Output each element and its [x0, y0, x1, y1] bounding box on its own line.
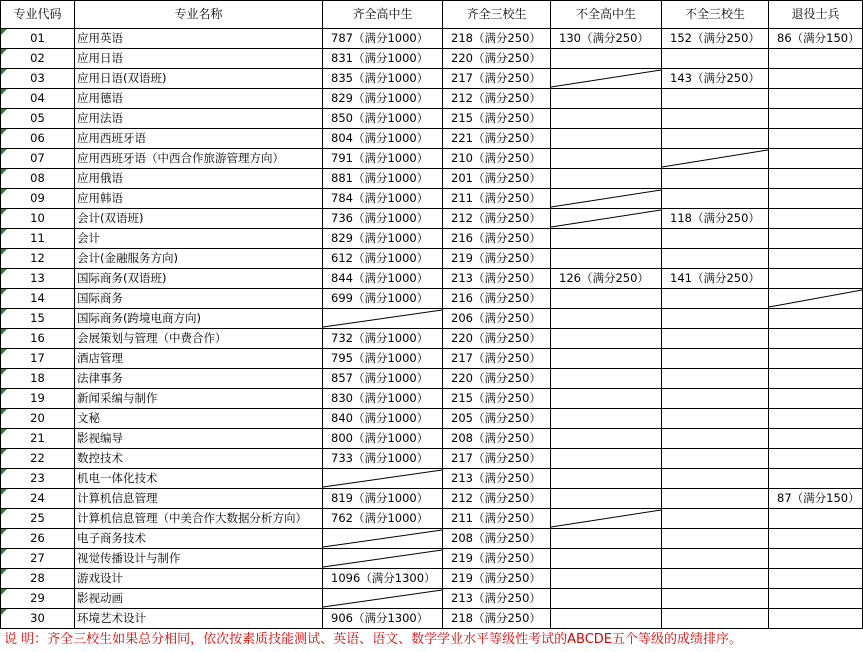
cell-veteran[interactable] — [769, 349, 863, 369]
cell-full-highschool[interactable]: 699（满分1000） — [323, 289, 443, 309]
cell-veteran[interactable] — [769, 509, 863, 529]
cell-full-highschool[interactable]: 830（满分1000） — [323, 389, 443, 409]
cell-name[interactable]: 法律事务 — [75, 369, 323, 389]
cell-code[interactable]: 25 — [1, 509, 75, 529]
cell-partial-highschool[interactable] — [551, 169, 662, 189]
cell-veteran[interactable] — [769, 269, 863, 289]
cell-partial-vocational[interactable] — [662, 429, 769, 449]
cell-partial-highschool[interactable] — [551, 609, 662, 629]
table-row — [1, 289, 863, 309]
cell-partial-vocational[interactable]: 152（满分250） — [662, 29, 769, 49]
cell-partial-highschool[interactable] — [551, 329, 662, 349]
cell-code[interactable]: 11 — [1, 229, 75, 249]
cell-veteran[interactable] — [769, 49, 863, 69]
cell-full-vocational[interactable]: 208（满分250） — [443, 529, 551, 549]
cell-partial-vocational[interactable] — [662, 49, 769, 69]
cell-partial-highschool[interactable] — [551, 129, 662, 149]
table-row — [1, 229, 863, 249]
cell-partial-highschool[interactable] — [551, 49, 662, 69]
cell-full-highschool[interactable]: 787（满分1000） — [323, 29, 443, 49]
table-row — [1, 169, 863, 189]
header-row — [1, 1, 863, 29]
cell-partial-highschool[interactable] — [551, 429, 662, 449]
cell-code[interactable]: 29 — [1, 589, 75, 609]
cell-full-highschool[interactable]: 736（满分1000） — [323, 209, 443, 229]
cell-full-highschool[interactable] — [323, 309, 443, 329]
cell-name[interactable]: 机电一体化技术 — [75, 469, 323, 489]
cell-partial-vocational[interactable] — [662, 549, 769, 569]
table-row — [1, 509, 863, 529]
cell-code[interactable]: 04 — [1, 89, 75, 109]
cell-partial-highschool[interactable] — [551, 209, 662, 229]
header-partial-highschool[interactable]: 不全高中生 — [551, 1, 662, 29]
cell-full-highschool[interactable]: 831（满分1000） — [323, 49, 443, 69]
table-body — [1, 29, 863, 629]
table-row — [1, 309, 863, 329]
table-row — [1, 549, 863, 569]
cell-name[interactable]: 计算机信息管理（中美合作大数据分析方向） — [75, 509, 323, 529]
cell-partial-vocational[interactable] — [662, 389, 769, 409]
cell-partial-vocational[interactable] — [662, 529, 769, 549]
cell-partial-highschool[interactable] — [551, 289, 662, 309]
cell-veteran[interactable] — [769, 289, 863, 309]
cell-partial-vocational[interactable] — [662, 229, 769, 249]
cell-full-highschool[interactable]: 829（满分1000） — [323, 89, 443, 109]
table-row — [1, 49, 863, 69]
table-row — [1, 409, 863, 429]
cell-partial-vocational[interactable] — [662, 109, 769, 129]
cell-full-highschool[interactable]: 791（满分1000） — [323, 149, 443, 169]
table-row — [1, 529, 863, 549]
cell-partial-vocational[interactable] — [662, 189, 769, 209]
cell-full-highschool[interactable]: 800（满分1000） — [323, 429, 443, 449]
cell-name[interactable]: 应用日语 — [75, 49, 323, 69]
table-row — [1, 69, 863, 89]
diagonal-slash-icon — [323, 469, 442, 488]
cell-full-vocational[interactable]: 217（满分250） — [443, 69, 551, 89]
table-row — [1, 129, 863, 149]
cell-name[interactable]: 应用日语(双语班) — [75, 69, 323, 89]
cell-veteran[interactable] — [769, 209, 863, 229]
cell-partial-vocational[interactable] — [662, 349, 769, 369]
cell-partial-vocational[interactable]: 118（满分250） — [662, 209, 769, 229]
table-row — [1, 569, 863, 589]
cell-veteran[interactable] — [769, 549, 863, 569]
cell-name[interactable]: 新闻采编与制作 — [75, 389, 323, 409]
cell-name[interactable]: 应用韩语 — [75, 189, 323, 209]
cell-partial-highschool[interactable] — [551, 89, 662, 109]
table-row — [1, 29, 863, 49]
cell-code[interactable]: 20 — [1, 409, 75, 429]
cell-partial-vocational[interactable] — [662, 449, 769, 469]
cell-partial-highschool[interactable] — [551, 469, 662, 489]
cell-full-vocational[interactable]: 211（满分250） — [443, 189, 551, 209]
diagonal-slash-icon — [551, 189, 661, 208]
cell-name[interactable]: 游戏设计 — [75, 569, 323, 589]
cell-full-highschool[interactable]: 881（满分1000） — [323, 169, 443, 189]
cell-partial-vocational[interactable] — [662, 509, 769, 529]
cell-full-vocational[interactable]: 208（满分250） — [443, 429, 551, 449]
cell-name[interactable]: 应用西班牙语（中西合作旅游管理方向） — [75, 149, 323, 169]
cell-full-vocational[interactable]: 213（满分250） — [443, 269, 551, 289]
cell-code[interactable]: 06 — [1, 129, 75, 149]
diagonal-slash-icon — [323, 529, 442, 548]
diagonal-slash-icon — [551, 69, 661, 88]
diagonal-slash-icon — [769, 289, 862, 308]
diagonal-slash-icon — [323, 309, 442, 328]
cell-partial-highschool[interactable] — [551, 149, 662, 169]
diagonal-slash-icon — [551, 209, 661, 228]
cell-full-vocational[interactable]: 217（满分250） — [443, 349, 551, 369]
diagonal-slash-icon — [323, 589, 442, 608]
table-row — [1, 589, 863, 609]
cell-full-highschool[interactable]: 850（满分1000） — [323, 109, 443, 129]
header-partial-vocational[interactable]: 不全三校生 — [662, 1, 769, 29]
cell-full-vocational[interactable]: 218（满分250） — [443, 609, 551, 629]
cell-name[interactable]: 文秘 — [75, 409, 323, 429]
cell-partial-highschool[interactable] — [551, 589, 662, 609]
cell-name[interactable]: 影视编导 — [75, 429, 323, 449]
cell-code[interactable]: 16 — [1, 329, 75, 349]
cell-full-vocational[interactable]: 213（满分250） — [443, 589, 551, 609]
cell-partial-vocational[interactable] — [662, 489, 769, 509]
cell-veteran[interactable] — [769, 429, 863, 449]
cell-full-highschool[interactable]: 844（满分1000） — [323, 269, 443, 289]
cell-name[interactable]: 国际商务 — [75, 289, 323, 309]
cell-code[interactable]: 24 — [1, 489, 75, 509]
header-name[interactable]: 专业名称 — [75, 1, 323, 29]
cell-partial-highschool[interactable] — [551, 349, 662, 369]
cell-partial-highschool[interactable]: 130（满分250） — [551, 29, 662, 49]
cell-full-highschool[interactable]: 784（满分1000） — [323, 189, 443, 209]
cell-partial-highschool[interactable] — [551, 369, 662, 389]
header-code[interactable]: 专业代码 — [1, 1, 75, 29]
cell-partial-vocational[interactable]: 143（满分250） — [662, 69, 769, 89]
table-row — [1, 389, 863, 409]
cell-full-highschool[interactable] — [323, 589, 443, 609]
cell-partial-vocational[interactable] — [662, 309, 769, 329]
cell-code[interactable]: 03 — [1, 69, 75, 89]
cell-full-vocational[interactable]: 220（满分250） — [443, 49, 551, 69]
cell-full-highschool[interactable]: 840（满分1000） — [323, 409, 443, 429]
cell-full-vocational[interactable]: 215（满分250） — [443, 389, 551, 409]
cell-full-highschool[interactable]: 819（满分1000） — [323, 489, 443, 509]
cell-full-vocational[interactable]: 201（满分250） — [443, 169, 551, 189]
table-row — [1, 449, 863, 469]
cell-full-vocational[interactable]: 212（满分250） — [443, 489, 551, 509]
cell-code[interactable]: 01 — [1, 29, 75, 49]
cell-name[interactable]: 国际商务(跨境电商方向) — [75, 309, 323, 329]
header-veteran[interactable]: 退役士兵 — [769, 1, 863, 29]
cell-name[interactable]: 会计 — [75, 229, 323, 249]
cell-code[interactable]: 07 — [1, 149, 75, 169]
cell-veteran[interactable] — [769, 609, 863, 629]
table-row — [1, 189, 863, 209]
cell-veteran[interactable] — [769, 529, 863, 549]
cell-name[interactable]: 应用德语 — [75, 89, 323, 109]
cell-veteran[interactable] — [769, 589, 863, 609]
cell-partial-vocational[interactable] — [662, 409, 769, 429]
cell-veteran[interactable] — [769, 229, 863, 249]
cell-full-vocational[interactable]: 210（满分250） — [443, 149, 551, 169]
cell-partial-highschool[interactable] — [551, 509, 662, 529]
cell-partial-vocational[interactable] — [662, 289, 769, 309]
cell-partial-vocational[interactable] — [662, 589, 769, 609]
header-full-vocational[interactable]: 齐全三校生 — [443, 1, 551, 29]
cell-full-vocational[interactable]: 220（满分250） — [443, 369, 551, 389]
cell-name[interactable]: 数控技术 — [75, 449, 323, 469]
header-full-highschool[interactable]: 齐全高中生 — [323, 1, 443, 29]
cell-veteran[interactable] — [769, 329, 863, 349]
cell-code[interactable]: 15 — [1, 309, 75, 329]
cell-partial-vocational[interactable] — [662, 329, 769, 349]
table-row — [1, 249, 863, 269]
cell-full-highschool[interactable] — [323, 529, 443, 549]
diagonal-slash-icon — [323, 549, 442, 568]
cell-name[interactable]: 应用英语 — [75, 29, 323, 49]
diagonal-slash-icon — [551, 509, 661, 528]
cell-partial-highschool[interactable] — [551, 229, 662, 249]
cell-full-vocational[interactable]: 216（满分250） — [443, 229, 551, 249]
cell-code[interactable]: 19 — [1, 389, 75, 409]
cell-full-vocational[interactable]: 211（满分250） — [443, 509, 551, 529]
cell-name[interactable]: 影视动画 — [75, 589, 323, 609]
cell-name[interactable]: 应用法语 — [75, 109, 323, 129]
cell-code[interactable]: 05 — [1, 109, 75, 129]
cell-veteran[interactable] — [769, 169, 863, 189]
cell-partial-highschool[interactable]: 126（满分250） — [551, 269, 662, 289]
cell-partial-vocational[interactable]: 141（满分250） — [662, 269, 769, 289]
cell-full-vocational[interactable]: 218（满分250） — [443, 29, 551, 49]
cell-partial-vocational[interactable] — [662, 249, 769, 269]
table-row — [1, 469, 863, 489]
cell-partial-vocational[interactable] — [662, 569, 769, 589]
cell-partial-highschool[interactable] — [551, 69, 662, 89]
cell-code[interactable]: 10 — [1, 209, 75, 229]
cell-code[interactable]: 14 — [1, 289, 75, 309]
cell-full-vocational[interactable]: 213（满分250） — [443, 469, 551, 489]
cell-veteran[interactable] — [769, 469, 863, 489]
cell-name[interactable]: 会计(金融服务方向) — [75, 249, 323, 269]
cell-name[interactable]: 环境艺术设计 — [75, 609, 323, 629]
cell-partial-highschool[interactable] — [551, 109, 662, 129]
cell-veteran[interactable] — [769, 569, 863, 589]
cell-full-highschool[interactable]: 762（满分1000） — [323, 509, 443, 529]
table-row — [1, 149, 863, 169]
cell-code[interactable]: 21 — [1, 429, 75, 449]
cell-code[interactable]: 27 — [1, 549, 75, 569]
cell-name[interactable]: 计算机信息管理 — [75, 489, 323, 509]
cell-code[interactable]: 18 — [1, 369, 75, 389]
cell-veteran[interactable] — [769, 189, 863, 209]
cell-partial-vocational[interactable] — [662, 129, 769, 149]
table-row — [1, 609, 863, 629]
cell-partial-highschool[interactable] — [551, 389, 662, 409]
table-row — [1, 369, 863, 389]
cell-code[interactable]: 12 — [1, 249, 75, 269]
cell-full-vocational[interactable]: 206（满分250） — [443, 309, 551, 329]
cell-full-vocational[interactable]: 212（满分250） — [443, 209, 551, 229]
cell-code[interactable]: 30 — [1, 609, 75, 629]
cell-partial-highschool[interactable] — [551, 489, 662, 509]
cell-partial-highschool[interactable] — [551, 449, 662, 469]
cell-veteran[interactable]: 86（满分150） — [769, 29, 863, 49]
table-row — [1, 109, 863, 129]
explanation-note: 说 明：齐全三校生如果总分相同，依次按素质技能测试、英语、语文、数学学业水平等级性考试的ABCDE五个等级的成绩排序。 — [4, 632, 743, 647]
cell-partial-highschool[interactable] — [551, 569, 662, 589]
cell-veteran[interactable] — [769, 389, 863, 409]
table-row — [1, 349, 863, 369]
cell-full-highschool[interactable]: 732（满分1000） — [323, 329, 443, 349]
cell-veteran[interactable]: 87（满分150） — [769, 489, 863, 509]
cell-veteran[interactable] — [769, 309, 863, 329]
cell-full-highschool[interactable]: 906（满分1300） — [323, 609, 443, 629]
cell-full-vocational[interactable]: 217（满分250） — [443, 449, 551, 469]
cell-veteran[interactable] — [769, 129, 863, 149]
cell-code[interactable]: 09 — [1, 189, 75, 209]
table-row — [1, 269, 863, 289]
cell-name[interactable]: 应用俄语 — [75, 169, 323, 189]
cell-full-vocational[interactable]: 220（满分250） — [443, 329, 551, 349]
cell-name[interactable]: 应用西班牙语 — [75, 129, 323, 149]
table-row — [1, 329, 863, 349]
cell-veteran[interactable] — [769, 409, 863, 429]
cell-partial-highschool[interactable] — [551, 189, 662, 209]
cell-full-vocational[interactable]: 216（满分250） — [443, 289, 551, 309]
cell-name[interactable]: 酒店管理 — [75, 349, 323, 369]
cell-full-highschool[interactable]: 1096（满分1300） — [323, 569, 443, 589]
cell-full-highschool[interactable] — [323, 549, 443, 569]
cell-full-highschool[interactable] — [323, 469, 443, 489]
table-row — [1, 489, 863, 509]
cell-full-vocational[interactable]: 219（满分250） — [443, 249, 551, 269]
cell-name[interactable]: 会计(双语班) — [75, 209, 323, 229]
cell-code[interactable]: 13 — [1, 269, 75, 289]
cell-full-highschool[interactable]: 804（满分1000） — [323, 129, 443, 149]
cell-partial-highschool[interactable] — [551, 309, 662, 329]
cell-full-highschool[interactable]: 795（满分1000） — [323, 349, 443, 369]
table-row — [1, 429, 863, 449]
cell-code[interactable]: 26 — [1, 529, 75, 549]
cell-full-highschool[interactable]: 857（满分1000） — [323, 369, 443, 389]
cell-partial-vocational[interactable] — [662, 169, 769, 189]
cell-name[interactable]: 电子商务技术 — [75, 529, 323, 549]
cell-full-vocational[interactable]: 215（满分250） — [443, 109, 551, 129]
cell-partial-vocational[interactable] — [662, 469, 769, 489]
cell-partial-vocational[interactable] — [662, 369, 769, 389]
cell-name[interactable]: 国际商务(双语班) — [75, 269, 323, 289]
cell-full-highschool[interactable]: 829（满分1000） — [323, 229, 443, 249]
cell-veteran[interactable] — [769, 369, 863, 389]
cell-veteran[interactable] — [769, 449, 863, 469]
cell-full-vocational[interactable]: 221（满分250） — [443, 129, 551, 149]
cell-veteran[interactable] — [769, 69, 863, 89]
cell-full-vocational[interactable]: 212（满分250） — [443, 89, 551, 109]
cell-partial-highschool[interactable] — [551, 409, 662, 429]
table-row — [1, 209, 863, 229]
cell-partial-highschool[interactable] — [551, 249, 662, 269]
cell-partial-highschool[interactable] — [551, 529, 662, 549]
cell-full-vocational[interactable]: 205（满分250） — [443, 409, 551, 429]
cell-name[interactable]: 会展策划与管理（中费合作） — [75, 329, 323, 349]
cell-code[interactable]: 23 — [1, 469, 75, 489]
cell-full-highschool[interactable]: 612（满分1000） — [323, 249, 443, 269]
cell-veteran[interactable] — [769, 149, 863, 169]
cell-veteran[interactable] — [769, 89, 863, 109]
cell-code[interactable]: 22 — [1, 449, 75, 469]
cell-veteran[interactable] — [769, 109, 863, 129]
cell-full-vocational[interactable]: 219（满分250） — [443, 549, 551, 569]
cell-partial-highschool[interactable] — [551, 549, 662, 569]
table-row — [1, 89, 863, 109]
cell-code[interactable]: 17 — [1, 349, 75, 369]
cell-veteran[interactable] — [769, 249, 863, 269]
cell-name[interactable]: 视觉传播设计与制作 — [75, 549, 323, 569]
cell-partial-vocational[interactable] — [662, 149, 769, 169]
cell-full-vocational[interactable]: 219（满分250） — [443, 569, 551, 589]
cell-code[interactable]: 28 — [1, 569, 75, 589]
cell-full-highschool[interactable]: 835（满分1000） — [323, 69, 443, 89]
cell-code[interactable]: 08 — [1, 169, 75, 189]
cell-partial-vocational[interactable] — [662, 609, 769, 629]
cell-code[interactable]: 02 — [1, 49, 75, 69]
cell-full-highschool[interactable]: 733（满分1000） — [323, 449, 443, 469]
diagonal-slash-icon — [662, 149, 768, 168]
cell-partial-vocational[interactable] — [662, 89, 769, 109]
